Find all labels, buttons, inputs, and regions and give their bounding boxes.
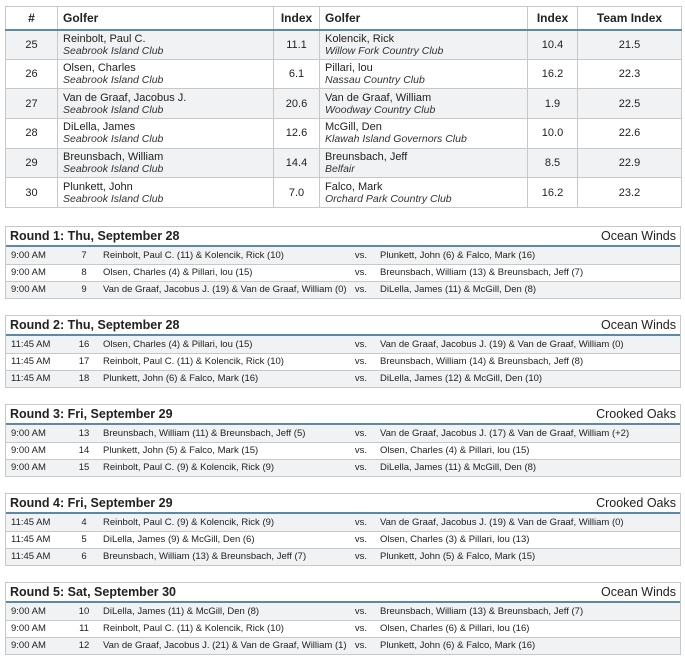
match-group: 8: [70, 264, 98, 281]
match-team-b: Van de Graaf, Jacobus J. (19) & Van de Graaf, William (0): [372, 514, 680, 531]
team-number: 25: [6, 30, 58, 60]
round-matches-table: [6, 603, 680, 654]
golfer-1-name: Breunsbach, William: [63, 151, 164, 164]
round-header: [6, 316, 680, 336]
golfer-2-club: Belfair: [325, 163, 355, 176]
round-2-section: [5, 315, 681, 388]
match-group: 11: [70, 620, 98, 637]
match-time: 11:45 AM: [6, 336, 70, 353]
golfer-1-club: Seabrook Island Club: [63, 103, 164, 116]
match-row: [6, 620, 680, 637]
match-group: 6: [70, 548, 98, 565]
match-vs: vs.: [350, 459, 372, 476]
match-team-b: Olsen, Charles (3) & Pillari, lou (13): [372, 531, 680, 548]
round-4-section: [5, 493, 681, 566]
match-time: 11:45 AM: [6, 548, 70, 565]
golfer-2-club: Orchard Park Country Club: [325, 192, 452, 205]
match-team-a: Breunsbach, William (13) & Breunsbach, Jeff (7): [98, 548, 350, 565]
golfer-2-cell: [320, 30, 528, 60]
team-row: [6, 119, 682, 149]
header-team-index: Team Index: [578, 7, 682, 30]
match-time: 9:00 AM: [6, 603, 70, 620]
match-row: [6, 353, 680, 370]
match-team-b: Van de Graaf, Jacobus J. (17) & Van de Graaf, William (+2): [372, 425, 680, 442]
match-vs: vs.: [350, 442, 372, 459]
team-number: 26: [6, 59, 58, 89]
golfer-1-cell: [58, 148, 274, 178]
match-row: [6, 548, 680, 565]
team-index: 22.3: [578, 59, 682, 89]
match-row: [6, 370, 680, 387]
team-index: 21.5: [578, 30, 682, 60]
golfer-1-club: Seabrook Island Club: [63, 74, 164, 87]
match-time: 9:00 AM: [6, 442, 70, 459]
match-group: 10: [70, 603, 98, 620]
golfer-1-club: Seabrook Island Club: [63, 192, 164, 205]
match-team-a: Olsen, Charles (4) & Pillari, lou (15): [98, 264, 350, 281]
header-index-1: Index: [274, 7, 320, 30]
round-1-section: [5, 226, 681, 299]
round-course: Ocean Winds: [600, 318, 676, 332]
round-title: Round 3: Fri, September 29: [10, 407, 173, 421]
match-vs: vs.: [350, 548, 372, 565]
golfer-1-name: Van de Graaf, Jacobus J.: [63, 91, 187, 104]
header-golfer-1: Golfer: [58, 7, 274, 30]
match-time: 9:00 AM: [6, 620, 70, 637]
golfer-1-index: 14.4: [274, 148, 320, 178]
golfer-2-name: Breunsbach, Jeff: [325, 151, 408, 164]
match-team-a: Van de Graaf, Jacobus J. (19) & Van de Graaf, William (0): [98, 281, 350, 298]
golfer-1-cell: [58, 30, 274, 60]
golfer-1-cell: [58, 178, 274, 208]
golfer-2-cell: [320, 148, 528, 178]
match-vs: vs.: [350, 514, 372, 531]
match-team-b: Breunsbach, William (14) & Breunsbach, Jeff (8): [372, 353, 680, 370]
match-group: 17: [70, 353, 98, 370]
golfer-2-cell: [320, 178, 528, 208]
match-time: 9:00 AM: [6, 281, 70, 298]
round-matches-table: [6, 514, 680, 565]
golfer-1-index: 12.6: [274, 119, 320, 149]
match-group: 4: [70, 514, 98, 531]
match-team-b: Plunkett, John (6) & Falco, Mark (16): [372, 637, 680, 654]
golfer-1-cell: [58, 119, 274, 149]
match-vs: vs.: [350, 336, 372, 353]
match-vs: vs.: [350, 425, 372, 442]
round-header: [6, 405, 680, 425]
round-title: Round 4: Fri, September 29: [10, 496, 173, 510]
match-row: [6, 264, 680, 281]
match-group: 12: [70, 637, 98, 654]
golfer-1-name: Reinbolt, Paul C.: [63, 32, 146, 45]
golfer-1-club: Seabrook Island Club: [63, 163, 164, 176]
round-course: Crooked Oaks: [596, 496, 676, 510]
match-time: 11:45 AM: [6, 370, 70, 387]
match-team-a: Plunkett, John (5) & Falco, Mark (15): [98, 442, 350, 459]
team-row: [6, 30, 682, 60]
match-time: 9:00 AM: [6, 264, 70, 281]
golfer-2-club: Klawah Island Governors Club: [325, 133, 467, 146]
team-number: 29: [6, 148, 58, 178]
match-team-a: Reinbolt, Paul C. (11) & Kolencik, Rick (10): [98, 353, 350, 370]
match-team-b: Olsen, Charles (6) & Pillari, lou (16): [372, 620, 680, 637]
golfer-2-index: 10.0: [528, 119, 578, 149]
team-index: 22.9: [578, 148, 682, 178]
golfer-2-club: Nassau Country Club: [325, 74, 425, 87]
match-team-b: Plunkett, John (5) & Falco, Mark (15): [372, 548, 680, 565]
golfer-2-cell: [320, 119, 528, 149]
golfer-1-name: Plunkett, John: [63, 180, 133, 193]
match-vs: vs.: [350, 281, 372, 298]
team-index: 23.2: [578, 178, 682, 208]
golfer-2-club: Willow Fork Country Club: [325, 44, 444, 57]
teams-table: [5, 6, 682, 208]
match-team-b: Plunkett, John (6) & Falco, Mark (16): [372, 247, 680, 264]
golfer-2-club: Woodway Country Club: [325, 103, 436, 116]
match-team-b: DiLella, James (12) & McGill, Den (10): [372, 370, 680, 387]
match-team-a: Plunkett, John (6) & Falco, Mark (16): [98, 370, 350, 387]
round-matches-table: [6, 247, 680, 298]
match-group: 16: [70, 336, 98, 353]
golfer-2-index: 10.4: [528, 30, 578, 60]
match-time: 11:45 AM: [6, 531, 70, 548]
match-group: 5: [70, 531, 98, 548]
header-num: #: [6, 7, 58, 30]
round-3-section: [5, 404, 681, 477]
match-team-a: Reinbolt, Paul C. (9) & Kolencik, Rick (9): [98, 459, 350, 476]
golfer-1-cell: [58, 89, 274, 119]
match-team-a: DiLella, James (11) & McGill, Den (8): [98, 603, 350, 620]
match-group: 14: [70, 442, 98, 459]
golfer-1-index: 20.6: [274, 89, 320, 119]
golfer-1-club: Seabrook Island Club: [63, 44, 164, 57]
match-vs: vs.: [350, 264, 372, 281]
match-vs: vs.: [350, 370, 372, 387]
round-title: Round 5: Sat, September 30: [10, 585, 177, 599]
golfer-2-cell: [320, 89, 528, 119]
team-row: [6, 59, 682, 89]
round-title: Round 2: Thu, September 28: [10, 318, 180, 332]
team-number: 30: [6, 178, 58, 208]
round-matches-table: [6, 425, 680, 476]
match-vs: vs.: [350, 247, 372, 264]
round-header: [6, 583, 680, 603]
match-team-a: Reinbolt, Paul C. (11) & Kolencik, Rick (10): [98, 247, 350, 264]
match-time: 11:45 AM: [6, 514, 70, 531]
match-vs: vs.: [350, 637, 372, 654]
match-row: [6, 531, 680, 548]
round-matches-table: [6, 336, 680, 387]
teams-header-row: [6, 7, 682, 30]
round-5-section: [5, 582, 681, 655]
match-team-b: Breunsbach, William (13) & Breunsbach, Jeff (7): [372, 603, 680, 620]
match-team-a: DiLella, James (9) & McGill, Den (6): [98, 531, 350, 548]
match-team-a: Reinbolt, Paul C. (9) & Kolencik, Rick (9): [98, 514, 350, 531]
match-row: [6, 637, 680, 654]
match-vs: vs.: [350, 603, 372, 620]
match-row: [6, 514, 680, 531]
round-course: Ocean Winds: [600, 229, 676, 243]
team-number: 28: [6, 119, 58, 149]
team-row: [6, 178, 682, 208]
match-group: 15: [70, 459, 98, 476]
match-time: 9:00 AM: [6, 459, 70, 476]
round-title: Round 1: Thu, September 28: [10, 229, 180, 243]
match-team-a: Olsen, Charles (4) & Pillari, lou (15): [98, 336, 350, 353]
match-team-a: Reinbolt, Paul C. (11) & Kolencik, Rick (10): [98, 620, 350, 637]
golfer-2-index: 1.9: [528, 89, 578, 119]
golfer-1-name: Olsen, Charles: [63, 62, 136, 75]
golfer-2-name: Kolencik, Rick: [325, 32, 395, 45]
golfer-1-club: Seabrook Island Club: [63, 133, 164, 146]
match-row: [6, 336, 680, 353]
match-group: 18: [70, 370, 98, 387]
golfer-2-index: 8.5: [528, 148, 578, 178]
match-row: [6, 425, 680, 442]
match-team-b: DiLella, James (11) & McGill, Den (8): [372, 459, 680, 476]
match-vs: vs.: [350, 620, 372, 637]
match-time: 9:00 AM: [6, 247, 70, 264]
golfer-1-index: 11.1: [274, 30, 320, 60]
match-group: 7: [70, 247, 98, 264]
golfer-1-index: 6.1: [274, 59, 320, 89]
match-vs: vs.: [350, 353, 372, 370]
match-time: 9:00 AM: [6, 637, 70, 654]
round-header: [6, 227, 680, 247]
golfer-2-name: McGill, Den: [325, 121, 382, 134]
team-index: 22.5: [578, 89, 682, 119]
match-time: 11:45 AM: [6, 353, 70, 370]
golfer-1-cell: [58, 59, 274, 89]
round-course: Crooked Oaks: [596, 407, 676, 421]
round-header: [6, 494, 680, 514]
golfer-2-name: Falco, Mark: [325, 180, 383, 193]
match-team-b: Olsen, Charles (4) & Pillari, lou (15): [372, 442, 680, 459]
golfer-2-index: 16.2: [528, 59, 578, 89]
match-row: [6, 603, 680, 620]
match-team-b: Van de Graaf, Jacobus J. (19) & Van de Graaf, William (0): [372, 336, 680, 353]
match-row: [6, 459, 680, 476]
team-number: 27: [6, 89, 58, 119]
golfer-2-name: Van de Graaf, William: [325, 91, 432, 104]
match-row: [6, 247, 680, 264]
golfer-2-index: 16.2: [528, 178, 578, 208]
team-index: 22.6: [578, 119, 682, 149]
match-vs: vs.: [350, 531, 372, 548]
round-course: Ocean Winds: [600, 585, 676, 599]
match-team-b: DiLella, James (11) & McGill, Den (8): [372, 281, 680, 298]
match-group: 13: [70, 425, 98, 442]
match-team-b: Breunsbach, William (13) & Breunsbach, Jeff (7): [372, 264, 680, 281]
match-team-a: Van de Graaf, Jacobus J. (21) & Van de Graaf, William (1): [98, 637, 350, 654]
golfer-1-index: 7.0: [274, 178, 320, 208]
team-row: [6, 89, 682, 119]
golfer-2-name: Pillari, lou: [325, 62, 373, 75]
header-index-2: Index: [528, 7, 578, 30]
header-golfer-2: Golfer: [320, 7, 528, 30]
golfer-1-name: DiLella, James: [63, 121, 136, 134]
match-time: 9:00 AM: [6, 425, 70, 442]
match-team-a: Breunsbach, William (11) & Breunsbach, Jeff (5): [98, 425, 350, 442]
match-row: [6, 442, 680, 459]
team-row: [6, 148, 682, 178]
match-row: [6, 281, 680, 298]
match-group: 9: [70, 281, 98, 298]
golfer-2-cell: [320, 59, 528, 89]
